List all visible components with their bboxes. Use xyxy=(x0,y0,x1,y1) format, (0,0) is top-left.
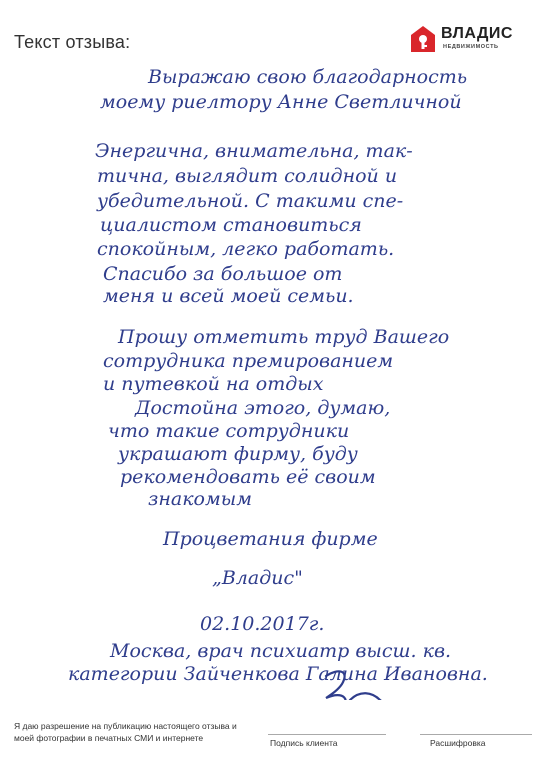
logo-subtitle: НЕДВИЖИМОСТЬ xyxy=(443,44,499,50)
hw-line: знакомым xyxy=(148,488,252,510)
hw-line: категории Зайченкова Галина Ивановна. xyxy=(68,663,488,685)
hw-line: моему риелтору Анне Светличной xyxy=(100,91,462,113)
hw-line: 02.10.2017г. xyxy=(200,613,325,635)
hw-line: тична, выглядит солидной и xyxy=(97,165,398,187)
hw-line: циалистом становиться xyxy=(100,214,362,236)
hw-line: украшают фирму, буду xyxy=(118,443,358,465)
publication-consent: Я даю разрешение на публикацию настоящего отзыва и моей фотографии в печатных СМИ и интернете xyxy=(14,721,237,743)
hw-line: убедительной. С такими спе- xyxy=(97,190,404,212)
signature-line xyxy=(268,734,386,735)
hw-line: спокойным, легко работать. xyxy=(97,238,395,260)
hw-line: Спасибо за большое от xyxy=(103,263,343,285)
hw-line: меня и всей моей семьи. xyxy=(103,285,354,307)
page-title: Текст отзыва: xyxy=(14,32,131,52)
hw-line: Энергична, внимательна, так- xyxy=(95,140,413,162)
hw-line: Москва, врач психиатр высш. кв. xyxy=(110,640,452,662)
decoding-line xyxy=(420,734,532,735)
decoding-label: Расшифровка xyxy=(430,738,486,748)
hw-line: „Владис" xyxy=(212,567,303,589)
hw-line: рекомендовать её своим xyxy=(120,466,376,488)
hw-line: что такие сотрудники xyxy=(108,420,350,442)
logo-name: ВЛАДИС xyxy=(441,25,513,42)
hw-line: Достойна этого, думаю, xyxy=(135,397,391,419)
hw-line: Процветания фирме xyxy=(163,528,378,550)
hw-line: сотрудника премированием xyxy=(103,350,394,372)
signature-label: Подпись клиента xyxy=(270,738,338,748)
hw-line: и путевкой на отдых xyxy=(103,373,324,395)
hw-line: Выражаю свою благодарность xyxy=(148,66,468,88)
hw-line: Прошу отметить труд Вашего xyxy=(118,326,450,348)
